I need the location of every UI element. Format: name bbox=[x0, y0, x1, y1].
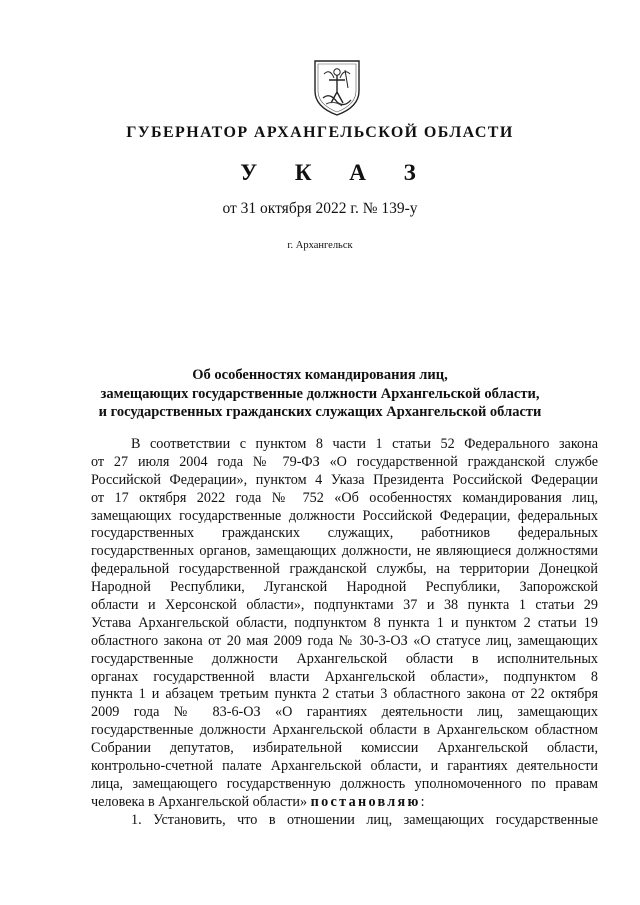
body-line-text: человека в Архангельской области» bbox=[91, 793, 308, 810]
body-line: Российской Федерации», пунктом 4 Указа Президента Российской Федерации bbox=[91, 471, 598, 488]
body-line: замещающих государственные должности Российской Федерации, федеральных bbox=[91, 507, 598, 524]
city-label: г. Архангельск bbox=[287, 240, 353, 251]
body-line: областного закона от 20 мая 2009 года № 30-3-ОЗ «О статусе лиц, замещающих bbox=[91, 632, 598, 649]
body-line: государственные должности Архангельской области в исполнительных bbox=[91, 650, 598, 667]
body-line: лица, замещающего государственную должность уполномоченного по правам bbox=[91, 775, 598, 792]
body-line-decree bbox=[91, 794, 598, 812]
point-1: 1. Установить, что в отношении лиц, замещающих государственные bbox=[131, 811, 598, 828]
date-and-number: от 31 октября 2022 г. № 139-у bbox=[222, 200, 418, 217]
body-line: государственные должности Архангельской области в Архангельском областном bbox=[91, 722, 598, 739]
title-line: Об особенностях командирования лиц, bbox=[192, 367, 448, 383]
document-body bbox=[91, 436, 598, 830]
colon: : bbox=[420, 793, 425, 810]
coat-of-arms-icon bbox=[312, 58, 362, 116]
title-line: и государственных гражданских служащих Архангельской области bbox=[98, 404, 542, 420]
body-line: Народной Республики, Луганской Народной Республики, Запорожской bbox=[91, 579, 598, 596]
body-line: Собрании депутатов, избирательной комиссии Архангельской области, bbox=[91, 740, 598, 757]
title-line: замещающих государственные должности Архангельской области, bbox=[100, 385, 540, 402]
body-line: органах государственной власти Архангельской области», подпунктом 8 bbox=[91, 668, 598, 685]
document-title bbox=[70, 366, 570, 422]
body-line: государственных гражданских служащих, работников федеральных bbox=[91, 525, 598, 542]
document-type: У К А З bbox=[240, 160, 432, 185]
body-line: области и Херсонской области», подпунктами 37 и 38 пункта 1 статьи 29 bbox=[91, 597, 598, 614]
body-line: В соответствии с пунктом 8 части 1 статьи 52 Федерального закона bbox=[131, 436, 598, 452]
body-line: контрольно-счетной палате Архангельской области, и гарантиях деятельности bbox=[91, 758, 598, 775]
body-line: от 27 июля 2004 года № 79-ФЗ «О государственной гражданской службе bbox=[91, 453, 598, 470]
body-line: пункта 1 и абзацем третьим пункта 2 статьи 3 областного закона от 22 октября bbox=[91, 686, 598, 703]
body-line: 2009 года № 83-6-ОЗ «О гарантиях деятельности лиц, замещающих bbox=[91, 704, 598, 721]
body-line: Устава Архангельской области, подпунктом 8 пункта 1 и пунктом 2 статьи 19 bbox=[91, 614, 598, 631]
body-line: федеральной государственной гражданской службы, на территории Донецкой bbox=[91, 561, 598, 578]
body-line: от 17 октября 2022 года № 752 «Об особенностях командирования лиц, bbox=[91, 489, 598, 506]
body-line: государственных органов, замещающих должности, не являющиеся должностями bbox=[91, 543, 598, 560]
governor-heading: ГУБЕРНАТОР АРХАНГЕЛЬСКОЙ ОБЛАСТИ bbox=[126, 124, 514, 141]
decree-word: постановляю bbox=[310, 793, 421, 810]
